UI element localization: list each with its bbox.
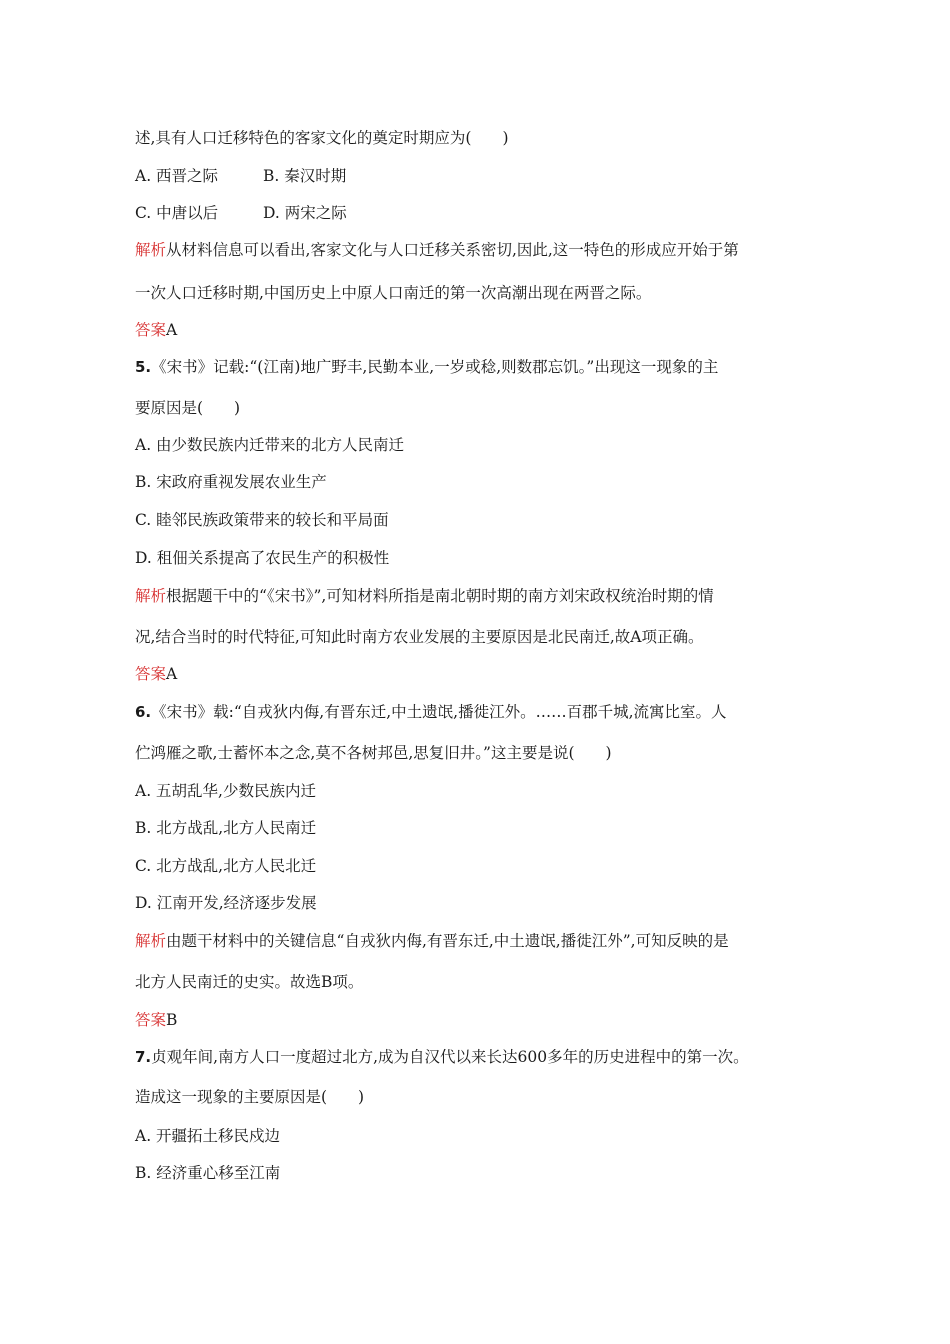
q5-answer <box>135 664 177 684</box>
q6-analysis-line-2: 北方人民南迁的史实。故选B项。 <box>135 973 364 991</box>
q4-analysis-text-1: 从材料信息可以看出,客家文化与人口迁移关系密切,因此,这一特色的形成应开始于第 <box>166 241 739 259</box>
q4-option-b: B. 秦汉时期 <box>263 167 347 185</box>
q6-analysis-text-1: 由题干材料中的关键信息“自戎狄内侮,有晋东迁,中土遗氓,播徙江外”,可知反映的是 <box>166 932 729 950</box>
q5-number: 5. <box>135 358 152 376</box>
q6-answer-label: 答案 <box>135 1011 167 1029</box>
q6-option-b: B. 北方战乱,北方人民南迁 <box>135 819 317 837</box>
q5-option-a: A. 由少数民族内迁带来的北方人民南迁 <box>135 436 405 454</box>
q6-option-c: C. 北方战乱,北方人民北迁 <box>135 857 317 875</box>
q7-stem-line-1 <box>135 1047 749 1067</box>
q6-number: 6. <box>135 703 152 721</box>
q7-option-b: B. 经济重心移至江南 <box>135 1164 281 1182</box>
q5-analysis-line-1 <box>135 586 714 606</box>
q4-answer-label: 答案 <box>135 321 167 339</box>
q5-answer-label: 答案 <box>135 665 167 683</box>
q4-option-c: C. 中唐以后 <box>135 204 219 222</box>
q4-options-row-1 <box>135 166 346 186</box>
q7-stem-line-2: 造成这一现象的主要原因是( ) <box>135 1088 365 1106</box>
q6-stem-text-1: 《宋书》载:“自戎狄内侮,有晋东迁,中土遗氓,播徙江外。……百郡千城,流寓比室。人 <box>151 703 727 721</box>
q5-stem-line-2: 要原因是( ) <box>135 399 241 417</box>
q6-analysis-line-1 <box>135 931 729 951</box>
q4-option-a: A. 西晋之际 <box>135 167 219 185</box>
q5-answer-value: A <box>166 665 178 683</box>
q5-option-d: D. 租佃关系提高了农民生产的积极性 <box>135 549 390 567</box>
q6-answer-value: B <box>166 1011 178 1029</box>
q4-analysis-line-1 <box>135 240 739 260</box>
q7-stem-text-1: 贞观年间,南方人口一度超过北方,成为自汉代以来长达600多年的历史进程中的第一次。 <box>151 1048 749 1066</box>
q4-options-row-2 <box>135 203 347 223</box>
q4-answer <box>135 320 177 340</box>
q5-option-c: C. 睦邻民族政策带来的较长和平局面 <box>135 511 389 529</box>
q6-answer <box>135 1010 177 1030</box>
q6-stem-line-2: 伫鸿雁之歌,士蓄怀本之念,莫不各树邦邑,思复旧井。”这主要是说( ) <box>135 744 612 762</box>
q4-stem-tail: 述,具有人口迁移特色的客家文化的奠定时期应为( ) <box>135 129 509 147</box>
q5-option-b: B. 宋政府重视发展农业生产 <box>135 473 327 491</box>
q7-option-a: A. 开疆拓土移民戍边 <box>135 1127 281 1145</box>
q4-option-d: D. 两宋之际 <box>263 204 347 222</box>
q7-number: 7. <box>135 1048 152 1066</box>
q4-analysis-label: 解析 <box>135 241 167 259</box>
q4-analysis-line-2: 一次人口迁移时期,中国历史上中原人口南迁的第一次高潮出现在两晋之际。 <box>135 284 652 302</box>
q5-analysis-line-2: 况,结合当时的时代特征,可知此时南方农业发展的主要原因是北民南迁,故A项正确。 <box>135 628 704 646</box>
q5-analysis-label: 解析 <box>135 587 167 605</box>
q6-analysis-label: 解析 <box>135 932 167 950</box>
q6-option-d: D. 江南开发,经济逐步发展 <box>135 894 317 912</box>
q5-analysis-text-1: 根据题干中的“《宋书》”,可知材料所指是南北朝时期的南方刘宋政权统治时期的情 <box>166 587 714 605</box>
q6-stem-line-1 <box>135 702 727 722</box>
q4-answer-value: A <box>166 321 178 339</box>
q6-option-a: A. 五胡乱华,少数民族内迁 <box>135 782 316 800</box>
q5-stem-text-1: 《宋书》记载:“(江南)地广野丰,民勤本业,一岁或稔,则数郡忘饥。”出现这一现象的主 <box>151 358 719 376</box>
q5-stem-line-1 <box>135 357 718 377</box>
